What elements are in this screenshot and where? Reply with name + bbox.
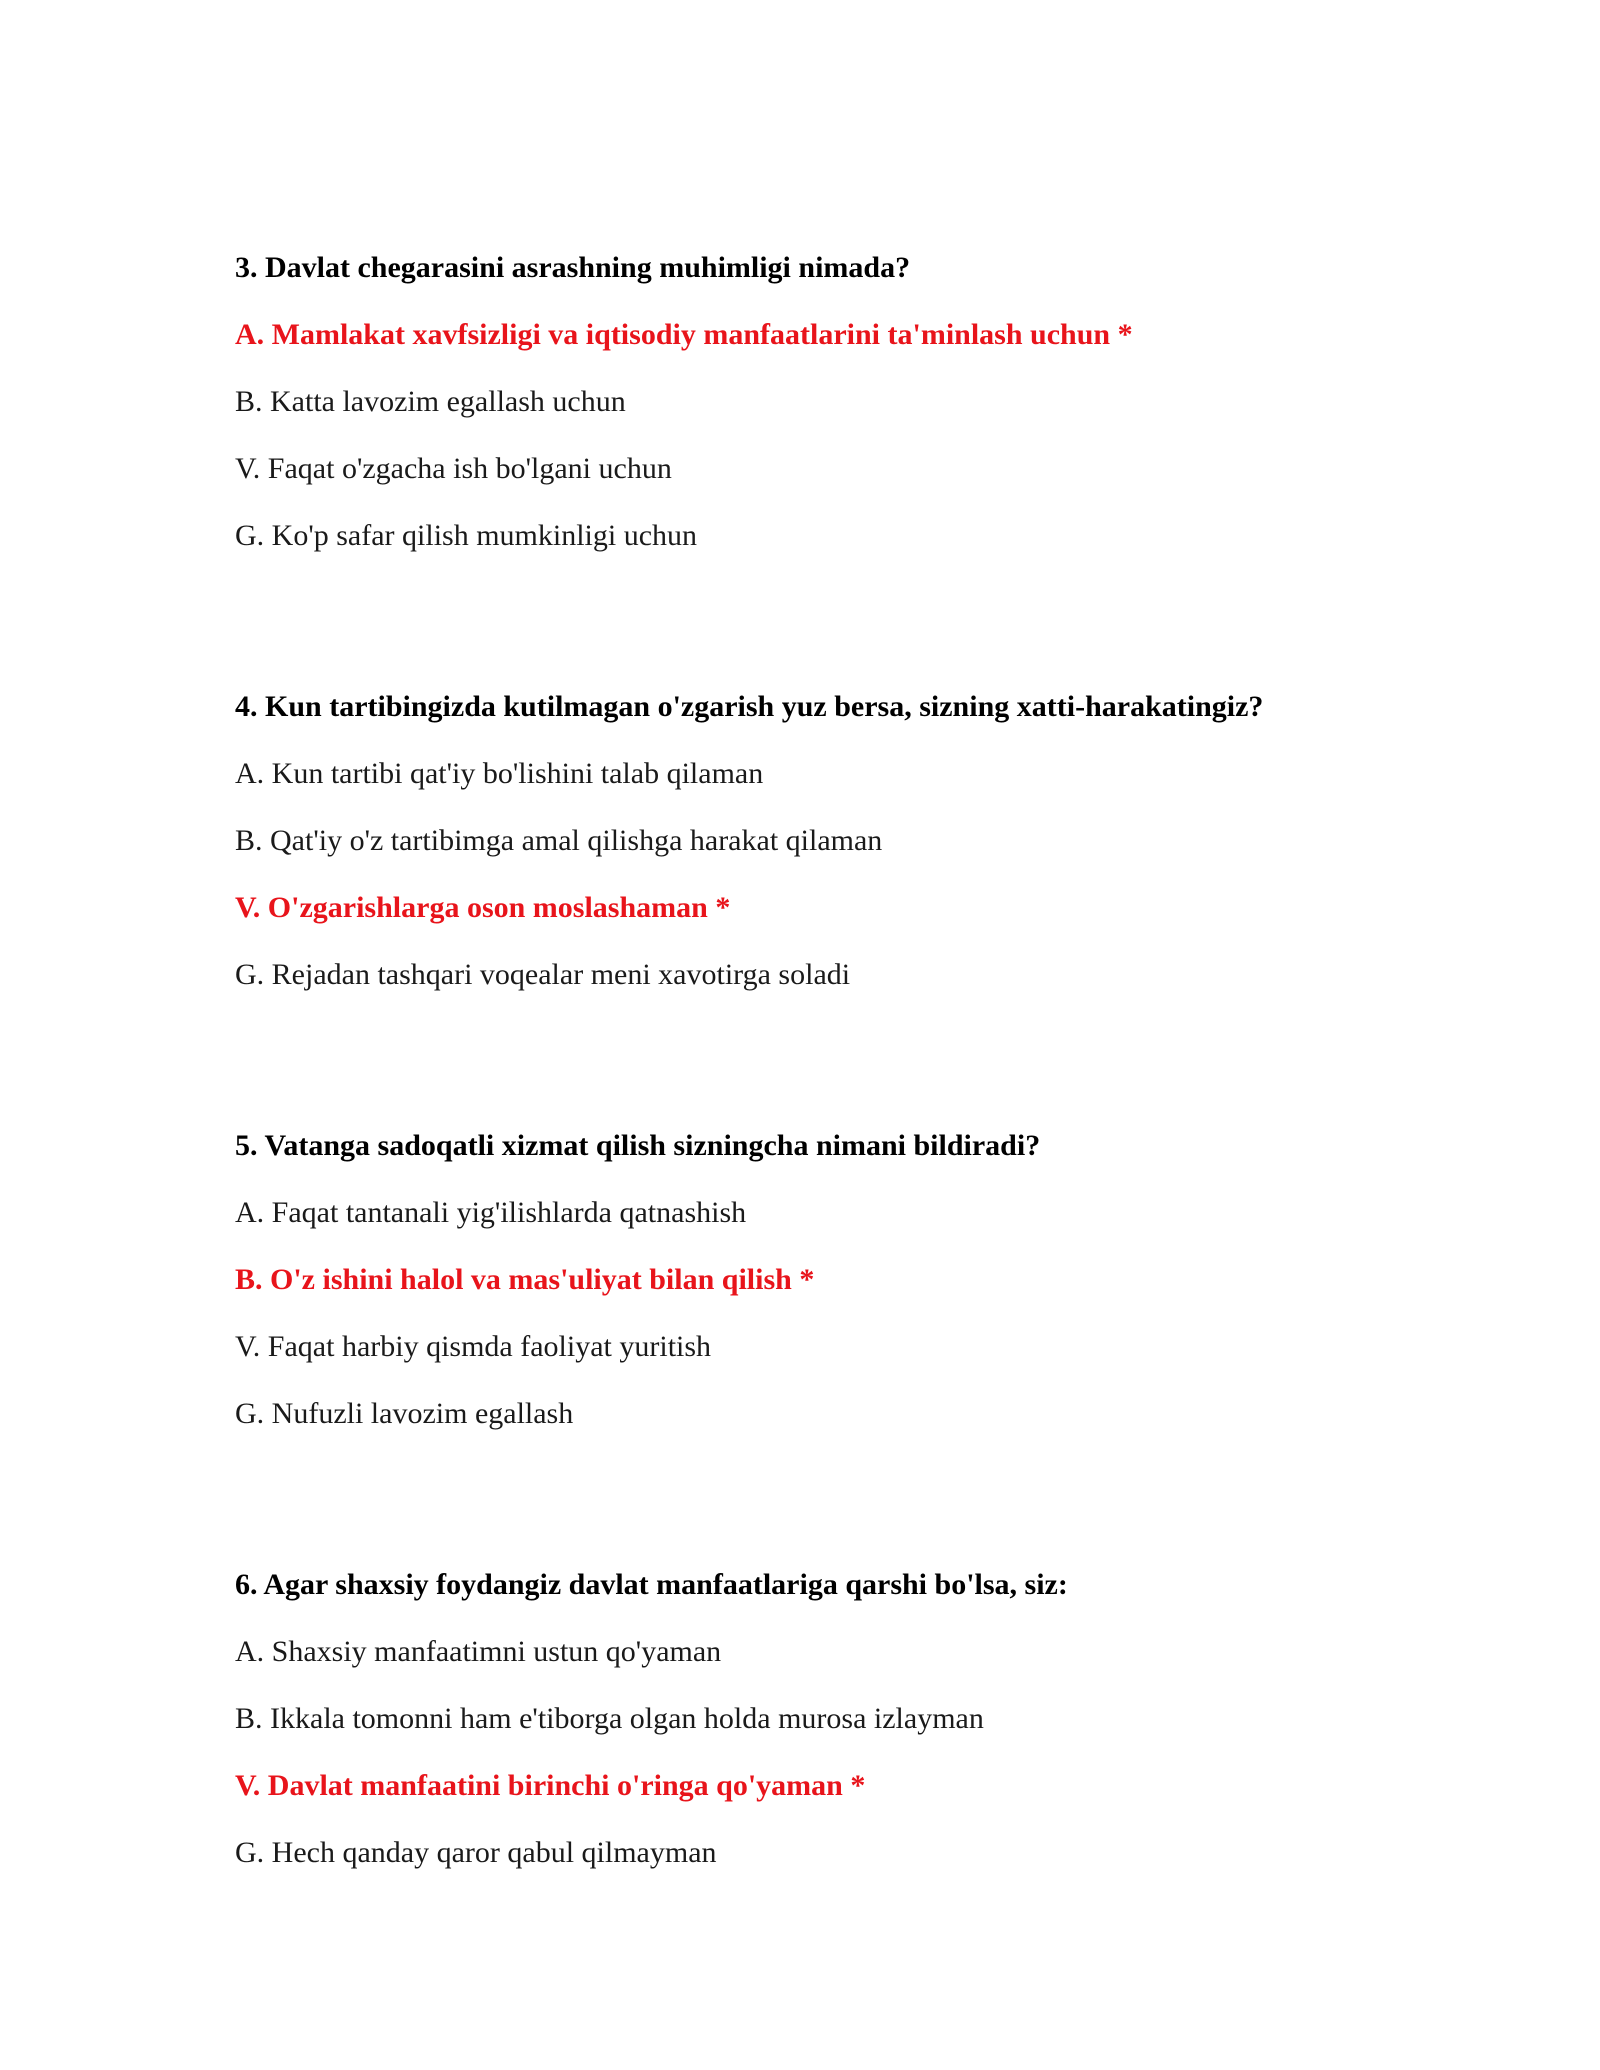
question-6-option-g: G. Hech qanday qaror qabul qilmayman (235, 1836, 717, 1869)
question-3-text: 3. Davlat chegarasini asrashning muhimligi nimada? (235, 251, 911, 284)
question-4-option-b: B. Qat'iy o'z tartibimga amal qilishga harakat qilaman (235, 824, 883, 857)
question-3-option-a: A. Mamlakat xavfsizligi va iqtisodiy manfaatlarini ta'minlash uchun * (235, 318, 1133, 351)
question-5-text: 5. Vatanga sadoqatli xizmat qilish sizningcha nimani bildiradi? (235, 1129, 1041, 1162)
question-3-option-g: G. Ko'p safar qilish mumkinligi uchun (235, 519, 698, 552)
question-6-option-a: A. Shaxsiy manfaatimni ustun qo'yaman (235, 1635, 722, 1668)
document-page (235, 250, 1415, 1871)
question-5-option-b: B. O'z ishini halol va mas'uliyat bilan qilish * (235, 1263, 815, 1296)
question-4-option-a: A. Kun tartibi qat'iy bo'lishini talab qilaman (235, 757, 764, 790)
question-3-option-b: B. Katta lavozim egallash uchun (235, 385, 626, 418)
question-4-option-g: G. Rejadan tashqari voqealar meni xavotirga soladi (235, 958, 851, 991)
question-block-5 (235, 1128, 1415, 1432)
question-4-option-v: V. O'zgarishlarga oson moslashaman * (235, 891, 731, 924)
question-4-text: 4. Kun tartibingizda kutilmagan o'zgarish yuz bersa, sizning xatti-harakatingiz? (235, 690, 1264, 723)
question-5-option-a: A. Faqat tantanali yig'ilishlarda qatnashish (235, 1196, 747, 1229)
question-block-3 (235, 250, 1415, 554)
question-block-4 (235, 689, 1415, 993)
question-5-option-v: V. Faqat harbiy qismda faoliyat yuritish (235, 1330, 712, 1363)
question-6-option-b: B. Ikkala tomonni ham e'tiborga olgan holda murosa izlayman (235, 1702, 984, 1735)
question-5-option-g: G. Nufuzli lavozim egallash (235, 1397, 574, 1430)
question-3-option-v: V. Faqat o'zgacha ish bo'lgani uchun (235, 452, 672, 485)
question-6-text: 6. Agar shaxsiy foydangiz davlat manfaatlariga qarshi bo'lsa, siz: (235, 1568, 1068, 1601)
question-6-option-v: V. Davlat manfaatini birinchi o'ringa qo'yaman * (235, 1769, 866, 1802)
question-block-6 (235, 1567, 1415, 1871)
